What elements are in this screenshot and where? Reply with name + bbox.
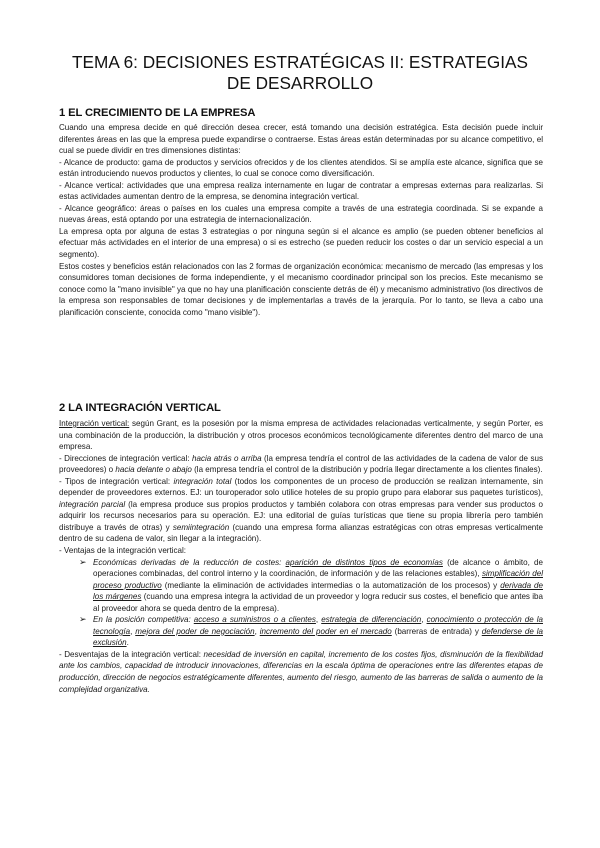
- italic-run: hacia delante o abajo: [115, 465, 192, 475]
- list-item: [59, 614, 543, 649]
- advantages-list: [59, 557, 543, 649]
- paragraph-disadvantages: [59, 649, 543, 695]
- italic-run: integración parcial: [59, 499, 126, 509]
- text-run: ,: [421, 615, 427, 625]
- section-heading-1: 1 EL CRECIMIENTO DE LA EMPRESA: [59, 107, 256, 119]
- italic-run: necesidad de inversión en capital, incremento de los costes fijos, disminución de la flexibilidad ante los cambios, capacidad de introducir innovaciones, diferencias en la escala óptima de operaciones entre las diferentes etapas de producción, dirección de negocios estratégicamente diferentes, aumento del riesgo, aumento de las barreras de salida o aumento de la complejidad organizativa.: [59, 649, 543, 694]
- text-run: ,: [254, 626, 260, 636]
- paragraph: - Alcance vertical: actividades que una empresa realiza internamente en lugar de contratar a empresas externas para realizarlas. Si estas actividades aumentan dentro de la empresa, se denomina integración vertical.: [59, 180, 543, 202]
- section-2-body: [59, 418, 543, 695]
- paragraph-definition: [59, 418, 543, 453]
- text-run: (cuando una empresa integra la actividad de un proveedor y logra reducir sus costes, el beneficio que antes iba al proveedor ahora se queda dentro de la empresa).: [93, 592, 544, 613]
- underlined-run: simplificación del proceso productivo: [93, 569, 543, 590]
- underlined-run: conocimiento o protección de la tecnología: [93, 615, 543, 636]
- italic-run: integración total: [173, 476, 232, 486]
- underlined-run: aparición de distintos tipos de economías: [285, 557, 443, 567]
- text-run: (mediante la eliminación de actividades intermedias o la automatización de los procesos) y: [161, 580, 501, 590]
- text-run: ,: [315, 615, 322, 625]
- underlined-run: mejora del poder de negociación: [135, 626, 255, 636]
- text-run: ,: [130, 626, 136, 636]
- definition-text: según Grant, es la posesión por la misma empresa de actividades relacionadas verticalmente, y según Porter, es una combinación de la producción, la distribución y otros procesos económicos tecnológicamente diferentes dentro del marco de una empresa.: [59, 419, 543, 452]
- text-run: (cuando una empresa forma alianzas estratégicas con otras empresas verticalmente dentro de su cadena de valor, sin llegar a la integración).: [59, 522, 543, 544]
- paragraph-directions: [59, 453, 543, 476]
- italic-run: semiintegración: [172, 522, 230, 532]
- italic-run: hacia atrás o arriba: [192, 453, 262, 463]
- underlined-run: acceso a suministros o a clientes: [193, 615, 316, 625]
- section-heading-2: 2 LA INTEGRACIÓN VERTICAL: [59, 402, 221, 414]
- list-item: [59, 557, 543, 615]
- text-run: - Desventajas de la integración vertical:: [59, 649, 204, 659]
- italic-run: Económicas derivadas de la reducción de costes:: [93, 557, 286, 567]
- text-run: (la empresa tendría el control de la distribución y podría llegar directamente a los clientes finales).: [191, 465, 543, 475]
- underlined-run: defenderse de la exclusión: [93, 626, 543, 648]
- text-run: (de alcance o ámbito, de operaciones combinadas, del control interno y la coordinación, de información y de las relaciones estables),: [93, 557, 543, 579]
- text-run: .: [126, 638, 129, 648]
- text-run: (todos los componentes de un proceso de producción se realizan internamente, sin depender de proveedores externos. EJ: un touroperador solo utilice hoteles de su propio grupo para elaborar sus paquetes turísticos),: [59, 476, 544, 498]
- underlined-run: estrategia de diferenciación: [321, 615, 422, 625]
- definition-term: Integración vertical:: [59, 419, 130, 428]
- text-run: - Tipos de integración vertical:: [59, 476, 174, 486]
- paragraph: - Alcance geográfico: áreas o países en los cuales una empresa compite a través de una estrategia coordinada. Si se expande a nuevas áreas, está optando por una estrategia de internacionalización.: [59, 203, 543, 225]
- text-run: (la empresa tendría el control de las actividades de la cadena de valor de sus proveedores) o: [59, 453, 543, 475]
- section-1-body: [59, 122, 543, 318]
- text-run: (barreras de entrada) y: [391, 626, 482, 636]
- arrow-bullet-icon: ➢: [79, 556, 87, 567]
- arrow-bullet-icon: ➢: [79, 614, 87, 625]
- paragraph: Estos costes y beneficios están relacionados con las 2 formas de organización económica: mecanismo de mercado (las empresas y los consumidores toman decisiones de forma independiente, y el mecanismo coordinador principal son los precios. Este mecanismo se conoce como la "mano invisible" ya que no hay una planificación consciente detrás de él) y mecanismo administrativo (los directivos de la empresa son responsables de tomar decisiones y de implementarlas a través de la jerarquía. Por lo tanto, se lleva a cabo una planificación consciente, conocida como "mano visible").: [59, 261, 543, 317]
- text-run: - Direcciones de integración vertical:: [59, 453, 193, 463]
- paragraph-advantages: - Ventajas de la integración vertical:: [59, 546, 187, 556]
- page-title: TEMA 6: DECISIONES ESTRATÉGICAS II: ESTRATEGIAS DE DESARROLLO: [72, 52, 528, 93]
- paragraph: - Alcance de producto: gama de productos y servicios ofrecidos y de los clientes atendidos. Si se amplía este alcance, significa que se están introduciendo nuevos productos y clientes, lo cual se conoce como diversificación.: [59, 157, 543, 179]
- paragraph-types: [59, 476, 543, 545]
- italic-run: En la posición competitiva:: [93, 615, 194, 625]
- underlined-run: derivada de los márgenes: [93, 580, 543, 602]
- paragraph: Cuando una empresa decide en qué dirección desea crecer, está tomando una decisión estratégica. Esta decisión puede incluir diferentes áreas en las que la empresa puede expandirse o contraerse. Estas áreas están determinadas por su alcance competitivo, el cual se puede dividir en tres dimensiones distintas:: [59, 123, 543, 156]
- paragraph: La empresa opta por alguna de estas 3 estrategias o por ninguna según si el alcance es amplio (se pueden obtener beneficios al efectuar más actividades en el interior de una empresa) o si es estrecho (se pueden reducir los costes o dar un servicio especial a un segmento).: [59, 226, 543, 260]
- text-run: (la empresa produce sus propios productos y también colabora con otras empresas para vender sus productos o adquirir los recursos necesarios para su operación. EJ: una editorial de guías turísticas que tiene su propia librería pero también distribuye a través de otras) y: [59, 499, 543, 532]
- underlined-run: incremento del poder en el mercado: [259, 626, 392, 636]
